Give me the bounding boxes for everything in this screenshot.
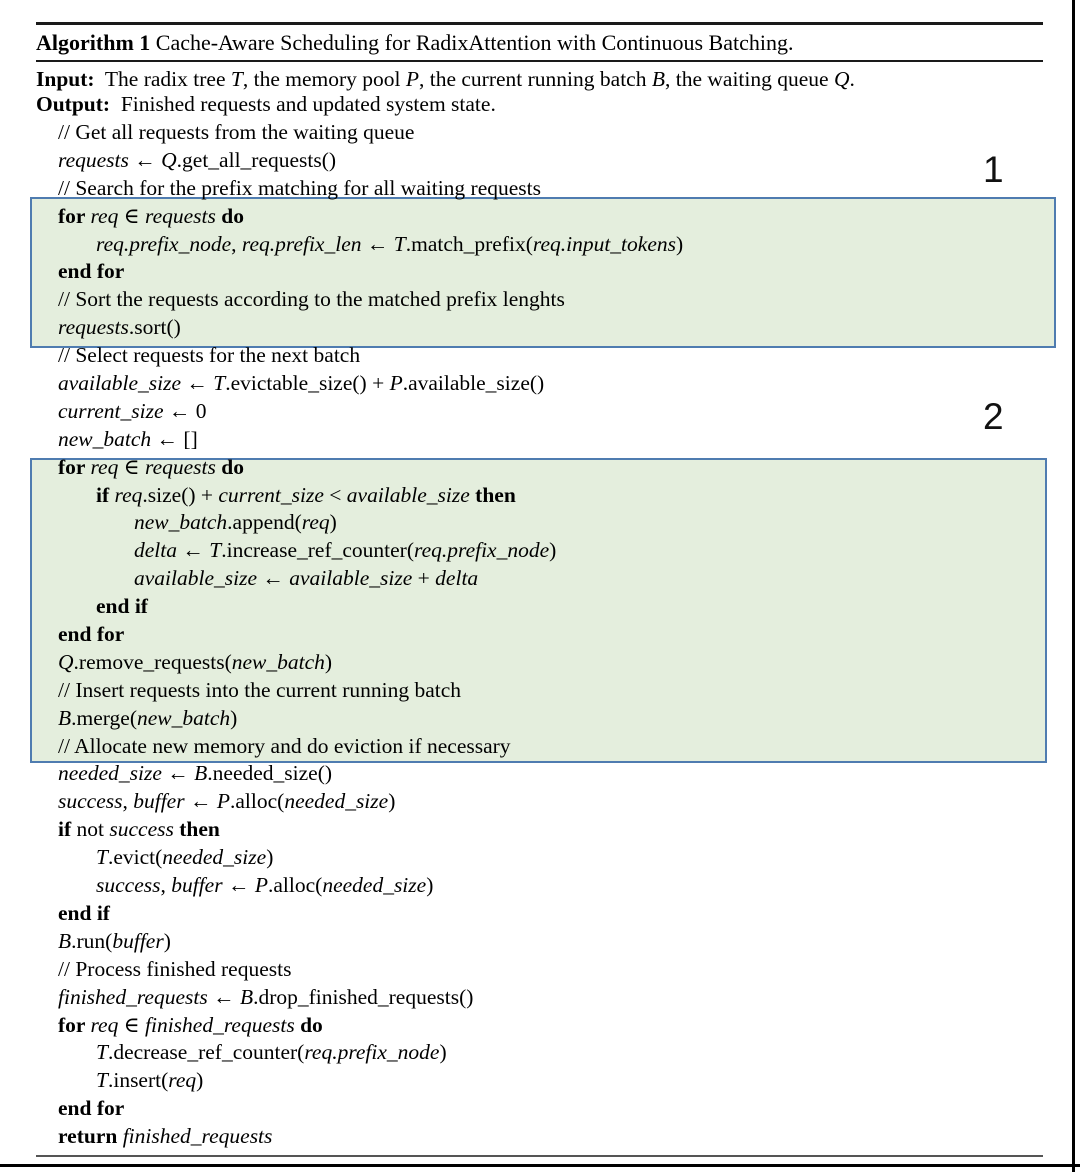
plain-text: ) (439, 1040, 447, 1065)
variable: requests (58, 147, 129, 172)
variable: Q (58, 649, 74, 674)
plain-text: ) (329, 510, 337, 535)
code-line (0, 788, 1080, 816)
plain-text: , (122, 789, 134, 814)
code-line (0, 454, 1080, 482)
variable: P (389, 371, 403, 396)
algorithm-top-rule (36, 22, 1043, 25)
plain-text: ← 0 (163, 398, 207, 423)
variable: T (230, 67, 243, 91)
variable: req (90, 454, 119, 479)
variable: req.prefix_node (304, 1040, 440, 1065)
code-line (0, 203, 1080, 231)
highlight-label-2: 2 (983, 396, 1004, 437)
variable: requests (58, 315, 129, 340)
code-line (0, 705, 1080, 733)
variable: available_size (346, 482, 470, 507)
code-line (0, 286, 1080, 314)
variable: B (194, 761, 208, 786)
keyword: then (173, 817, 220, 842)
variable: success (58, 789, 123, 814)
algorithm-output-line (36, 92, 496, 117)
plain-text: .alloc( (229, 789, 285, 814)
plain-text: ) (230, 705, 238, 730)
code-line (0, 1039, 1080, 1067)
plain-text: ) (388, 789, 396, 814)
variable: finished_requests (122, 1124, 273, 1149)
keyword: end if (58, 900, 110, 925)
variable: T (393, 231, 406, 256)
plain-text: .sort() (128, 315, 181, 340)
plain-text: .match_prefix( (405, 231, 533, 256)
keyword: end if (96, 594, 148, 619)
plain-text: . (849, 67, 855, 91)
code-line (0, 1067, 1080, 1095)
comment: // Select requests for the next batch (58, 343, 361, 368)
keyword: if (58, 817, 72, 842)
code-line (0, 677, 1080, 705)
plain-text: .decrease_ref_counter( (107, 1040, 305, 1065)
keyword: end for (58, 622, 125, 647)
plain-text: ) (266, 845, 274, 870)
variable: current_size (58, 398, 164, 423)
algorithm-title-rule (36, 60, 1043, 62)
plain-text: ← (222, 873, 255, 898)
variable: P (405, 67, 419, 91)
plain-text: < (323, 482, 347, 507)
variable: Q (833, 67, 850, 91)
keyword: do (215, 454, 244, 479)
plain-text: The radix tree (99, 67, 231, 91)
code-line (0, 119, 1080, 147)
plain-text: .remove_requests( (73, 649, 232, 674)
variable: new_batch (231, 649, 325, 674)
variable: available_size (58, 371, 182, 396)
code-line (0, 537, 1080, 565)
plain-text: ← (207, 984, 240, 1009)
plain-text: ∈ (118, 454, 145, 479)
plain-text: ) (196, 1068, 204, 1093)
variable: req (301, 510, 330, 535)
variable: P (254, 873, 268, 898)
code-line (0, 816, 1080, 844)
variable: req.prefix_node (414, 538, 550, 563)
variable: T (96, 845, 108, 870)
variable: requests (145, 454, 216, 479)
variable: T (96, 1040, 108, 1065)
plain-text: .needed_size() (207, 761, 333, 786)
variable: req.prefix_node (96, 231, 232, 256)
plain-text: .drop_finished_requests() (253, 984, 474, 1009)
plain-text: ) (163, 928, 171, 953)
plain-text: .get_all_requests() (176, 147, 337, 172)
code-line (0, 175, 1080, 203)
variable: delta (134, 538, 177, 563)
plain-text: .evictable_size() + (225, 371, 390, 396)
plain-text: .append( (227, 510, 302, 535)
variable: delta (435, 566, 479, 591)
plain-text: ← (257, 566, 290, 591)
variable: available_size (134, 566, 258, 591)
comment: // Sort the requests according to the matched prefix lenghts (58, 287, 565, 312)
code-line (0, 370, 1080, 398)
variable: needed_size (162, 845, 267, 870)
algorithm-input-line (36, 67, 855, 92)
code-line (0, 342, 1080, 370)
highlight-label-1: 1 (983, 149, 1004, 190)
plain-text: .evict( (107, 845, 163, 870)
code-line (0, 426, 1080, 454)
keyword: then (469, 482, 516, 507)
variable: needed_size (284, 789, 389, 814)
variable: new_batch (134, 510, 228, 535)
variable: P (216, 789, 230, 814)
variable: needed_size (322, 873, 427, 898)
variable: available_size (289, 566, 413, 591)
plain-text: , the current running batch (419, 67, 652, 91)
variable: B (651, 67, 665, 91)
code-line (0, 565, 1080, 593)
variable: finished_requests (58, 984, 208, 1009)
plain-text: ∈ (118, 1012, 145, 1037)
plain-text: ∈ (118, 203, 145, 228)
variable: requests (145, 203, 216, 228)
keyword: Input: (36, 67, 100, 91)
keyword: end for (58, 1096, 125, 1121)
algorithm-bottom-rule (36, 1155, 1043, 1157)
code-line (0, 482, 1080, 510)
comment: // Insert requests into the current running batch (58, 677, 462, 702)
plain-text: .size() + (142, 482, 219, 507)
plain-text: Cache-Aware Scheduling for RadixAttention with Continuous Batching. (150, 30, 794, 55)
figure-border-bottom (0, 1164, 1080, 1167)
comment: // Process finished requests (58, 956, 292, 981)
comment: // Allocate new memory and do eviction if necessary (58, 733, 511, 758)
variable: Q (161, 147, 177, 172)
keyword: Output: (36, 92, 116, 116)
plain-text: , the waiting queue (664, 67, 834, 91)
plain-text: Finished requests and updated system state. (115, 92, 496, 116)
variable: T (213, 371, 226, 396)
keyword: if (96, 482, 115, 507)
code-line (0, 147, 1080, 175)
code-line (0, 398, 1080, 426)
code-line (0, 872, 1080, 900)
keyword: return (58, 1124, 123, 1149)
plain-text: ← (184, 789, 217, 814)
variable: req (114, 482, 143, 507)
variable: T (96, 1068, 108, 1093)
plain-text: ← (161, 761, 195, 786)
code-line (0, 258, 1080, 286)
variable: req.input_tokens (532, 231, 676, 256)
variable: B (239, 984, 254, 1009)
plain-text: ← [] (151, 426, 198, 451)
code-line (0, 733, 1080, 761)
plain-text: not (71, 817, 110, 842)
variable: needed_size (58, 761, 162, 786)
code-line (0, 649, 1080, 677)
algorithm-title (36, 30, 793, 56)
variable: new_batch (137, 705, 231, 730)
code-line (0, 928, 1080, 956)
code-line (0, 621, 1080, 649)
plain-text: .alloc( (267, 873, 323, 898)
code-line (0, 760, 1080, 788)
variable: B (58, 928, 72, 953)
variable: req (90, 1012, 119, 1037)
keyword: for (58, 1012, 91, 1037)
variable: buffer (112, 928, 164, 953)
code-line (0, 1123, 1080, 1151)
plain-text: .increase_ref_counter( (221, 538, 415, 563)
plain-text: ) (675, 231, 684, 256)
code-line (0, 231, 1080, 259)
plain-text: + (412, 566, 436, 591)
plain-text: ← (177, 538, 210, 563)
plain-text: , the memory pool (242, 67, 406, 91)
variable: T (209, 538, 222, 563)
plain-text: .run( (71, 928, 113, 953)
code-line (0, 900, 1080, 928)
code-line (0, 844, 1080, 872)
plain-text: .merge( (71, 705, 138, 730)
variable: finished_requests (145, 1012, 295, 1037)
plain-text: ← (181, 371, 214, 396)
keyword: for (58, 203, 91, 228)
plain-text: .available_size() (402, 371, 545, 396)
plain-text: ) (324, 649, 333, 674)
plain-text: , (160, 873, 172, 898)
variable: success (109, 817, 174, 842)
variable: req (168, 1068, 197, 1093)
keyword: do (215, 203, 244, 228)
variable: new_batch (58, 426, 152, 451)
variable: req.prefix_len (241, 231, 362, 256)
plain-text: ← (361, 231, 394, 256)
keyword: for (58, 454, 91, 479)
variable: buffer (171, 873, 223, 898)
plain-text: ) (549, 538, 557, 563)
keyword: do (294, 1012, 323, 1037)
code-line (0, 1095, 1080, 1123)
code-line (0, 1012, 1080, 1040)
plain-text: ← (128, 147, 162, 172)
plain-text: , (231, 231, 242, 256)
pseudocode-body (0, 119, 1080, 1151)
variable: current_size (218, 482, 324, 507)
plain-text: .insert( (107, 1068, 169, 1093)
code-line (0, 314, 1080, 342)
variable: B (58, 705, 72, 730)
keyword: end for (58, 259, 125, 284)
code-line (0, 509, 1080, 537)
code-line (0, 984, 1080, 1012)
code-line (0, 956, 1080, 984)
variable: req (90, 203, 119, 228)
comment: // Search for the prefix matching for all waiting requests (58, 175, 541, 200)
variable: buffer (133, 789, 185, 814)
comment: // Get all requests from the waiting queue (58, 120, 415, 144)
code-line (0, 593, 1080, 621)
keyword: Algorithm 1 (36, 30, 151, 55)
plain-text: ) (426, 873, 434, 898)
variable: success (96, 873, 161, 898)
